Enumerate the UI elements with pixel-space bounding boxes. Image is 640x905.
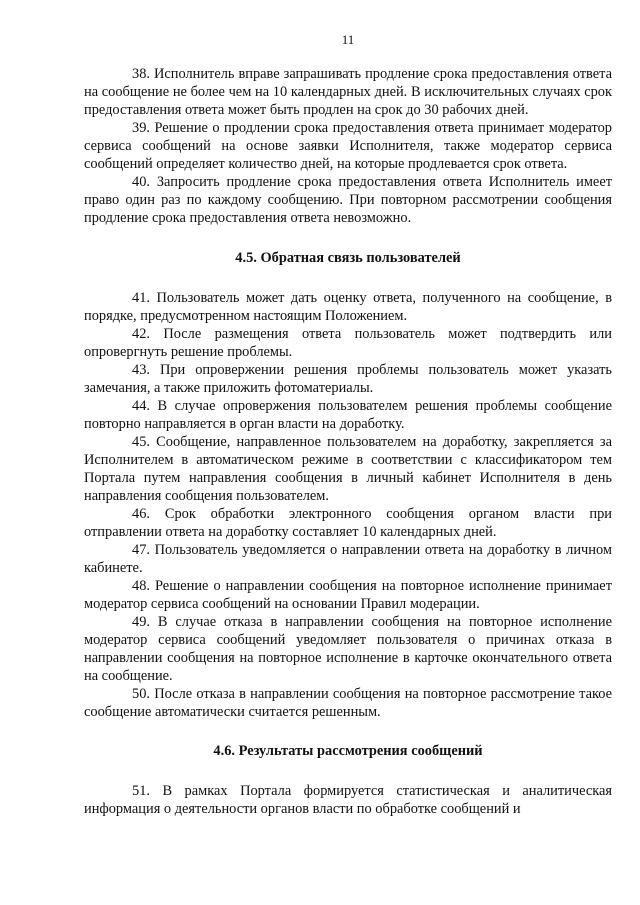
section-extension bbox=[84, 65, 612, 227]
paragraph-49: 49. В случае отказа в направлении сообщения на повторное исполнение модератор сервиса сообщений уведомляет пользователя о причинах отказа в направлении сообщения на повторное исполнение в карточке окончательного ответа на сообщение. bbox=[84, 614, 612, 684]
document-page bbox=[84, 32, 612, 818]
paragraph-45: 45. Сообщение, направленное пользователем на доработку, закрепляется за Исполнителем в автоматическом режиме в соответствии с классификатором тем Портала путем направления сообщения в личный кабинет Исполнителя в день направления сообщения пользователем. bbox=[84, 434, 612, 504]
section-feedback bbox=[84, 289, 612, 721]
paragraph-39: 39. Решение о продлении срока предоставления ответа принимает модератор сервиса сообщений на основе заявки Исполнителя, также модератор сервиса сообщений определяет количество дней, на которые продлевается срок ответа. bbox=[84, 120, 612, 172]
section-heading-results: 4.6. Результаты рассмотрения сообщений bbox=[213, 743, 483, 759]
paragraph-43: 43. При опровержении решения проблемы пользователь может указать замечания, а также приложить фотоматериалы. bbox=[84, 362, 612, 396]
paragraph-50: 50. После отказа в направлении сообщения на повторное рассмотрение такое сообщение автоматически считается решенным. bbox=[84, 686, 612, 720]
section-results bbox=[84, 782, 612, 818]
paragraph-44: 44. В случае опровержения пользователем решения проблемы сообщение повторно направляется в орган власти на доработку. bbox=[84, 398, 612, 432]
paragraph-51: 51. В рамках Портала формируется статистическая и аналитическая информация о деятельности органов власти по обработке сообщений и bbox=[84, 783, 612, 817]
section-heading-feedback: 4.5. Обратная связь пользователей bbox=[235, 250, 461, 266]
paragraph-48: 48. Решение о направлении сообщения на повторное исполнение принимает модератор сервиса сообщений на основании Правил модерации. bbox=[84, 578, 612, 612]
page-number: 11 bbox=[341, 32, 355, 47]
paragraph-38: 38. Исполнитель вправе запрашивать продление срока предоставления ответа на сообщение не более чем на 10 календарных дней. В исключительных случаях срок предоставления ответа может быть продлен на срок до 30 рабочих дней. bbox=[84, 66, 612, 118]
paragraph-41: 41. Пользователь может дать оценку ответа, полученного на сообщение, в порядке, предусмотренном настоящим Положением. bbox=[84, 290, 612, 324]
paragraph-40: 40. Запросить продление срока предоставления ответа Исполнитель имеет право один раз по каждому сообщению. При повторном рассмотрении сообщения продление срока предоставления ответа невозможно. bbox=[84, 174, 612, 226]
paragraph-42: 42. После размещения ответа пользователь может подтвердить или опровергнуть решение проблемы. bbox=[84, 326, 612, 360]
paragraph-47: 47. Пользователь уведомляется о направлении ответа на доработку в личном кабинете. bbox=[84, 542, 612, 576]
paragraph-46: 46. Срок обработки электронного сообщения органом власти при отправлении ответа на доработку составляет 10 календарных дней. bbox=[84, 506, 612, 540]
